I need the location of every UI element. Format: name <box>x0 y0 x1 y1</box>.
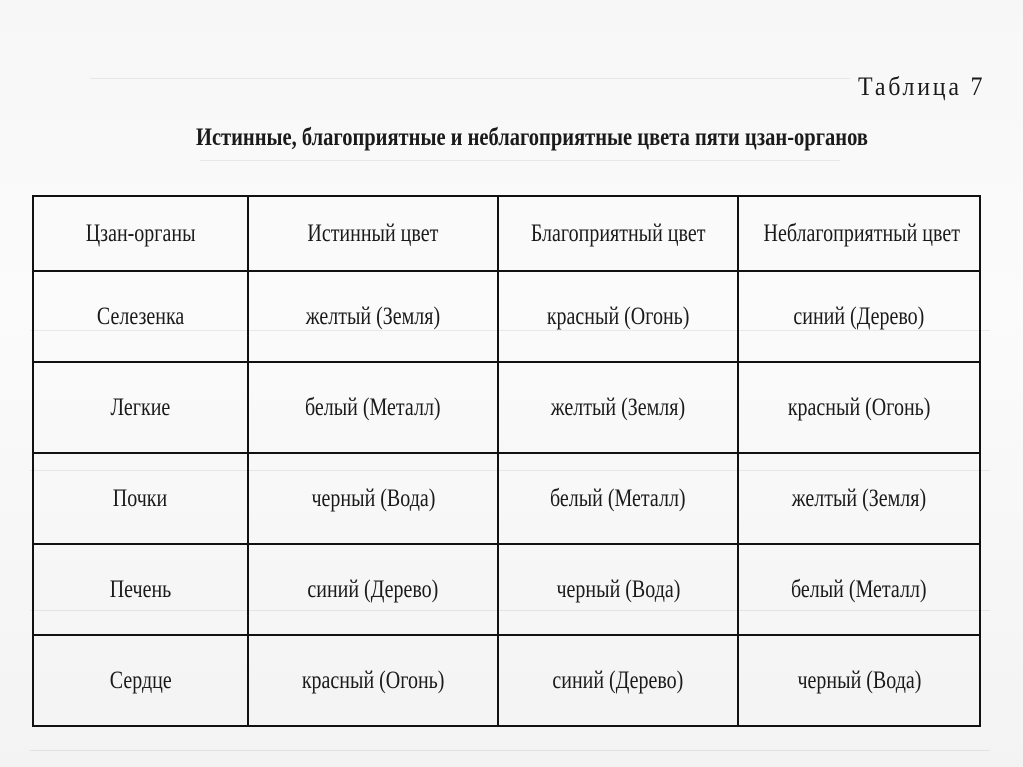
table-cell <box>498 453 738 544</box>
header-cell <box>498 196 738 271</box>
header-true-color: Истинный цвет <box>307 219 439 247</box>
favorable-color: красный (Огонь) <box>546 302 690 330</box>
header-cell <box>248 196 498 271</box>
organ-name: Печень <box>109 575 172 603</box>
organs-color-table <box>32 195 981 727</box>
true-color: желтый (Земля) <box>305 302 441 330</box>
table-cell <box>738 271 980 362</box>
organ-name: Селезенка <box>96 302 185 330</box>
table-cell <box>248 453 498 544</box>
table-title: Истинные, благоприятные и неблагоприятные цвета пяти цзан-органов <box>196 124 868 151</box>
favorable-color: белый (Металл) <box>550 484 686 512</box>
favorable-color: желтый (Земля) <box>550 393 686 421</box>
favorable-color: синий (Дерево) <box>552 666 684 694</box>
table-cell <box>498 362 738 453</box>
table-cell <box>33 271 248 362</box>
table-row <box>33 453 980 544</box>
table-cell <box>498 271 738 362</box>
table-cell <box>738 635 980 726</box>
table-cell <box>248 635 498 726</box>
table-cell <box>498 635 738 726</box>
header-row <box>33 196 980 271</box>
table-cell <box>248 271 498 362</box>
table-cell <box>738 453 980 544</box>
table-row <box>33 362 980 453</box>
table-cell <box>248 362 498 453</box>
table-row <box>33 544 980 635</box>
unfavorable-color: синий (Дерево) <box>793 302 925 330</box>
table-cell <box>33 362 248 453</box>
table-cell <box>738 362 980 453</box>
table-cell <box>33 635 248 726</box>
organ-name: Легкие <box>110 393 171 421</box>
true-color: черный (Вода) <box>311 484 435 512</box>
table-cell <box>33 453 248 544</box>
true-color: белый (Металл) <box>305 393 441 421</box>
header-unfavorable-color: Неблагоприятный цвет <box>763 219 960 247</box>
organ-name: Сердце <box>109 666 172 694</box>
header-organs: Цзан-органы <box>85 219 196 247</box>
organ-name: Почки <box>113 484 168 512</box>
table-cell <box>33 544 248 635</box>
table-cell <box>738 544 980 635</box>
unfavorable-color: белый (Металл) <box>791 575 927 603</box>
header-cell <box>33 196 248 271</box>
unfavorable-color: черный (Вода) <box>797 666 921 694</box>
true-color: красный (Огонь) <box>301 666 445 694</box>
table-cell <box>248 544 498 635</box>
table-row <box>33 635 980 726</box>
table-cell <box>498 544 738 635</box>
header-favorable-color: Благоприятный цвет <box>530 219 706 247</box>
favorable-color: черный (Вода) <box>556 575 680 603</box>
table-number-label: Таблица 7 <box>857 72 985 101</box>
true-color: синий (Дерево) <box>307 575 439 603</box>
unfavorable-color: желтый (Земля) <box>791 484 927 512</box>
table-row <box>33 271 980 362</box>
unfavorable-color: красный (Огонь) <box>787 393 931 421</box>
header-cell <box>738 196 980 271</box>
